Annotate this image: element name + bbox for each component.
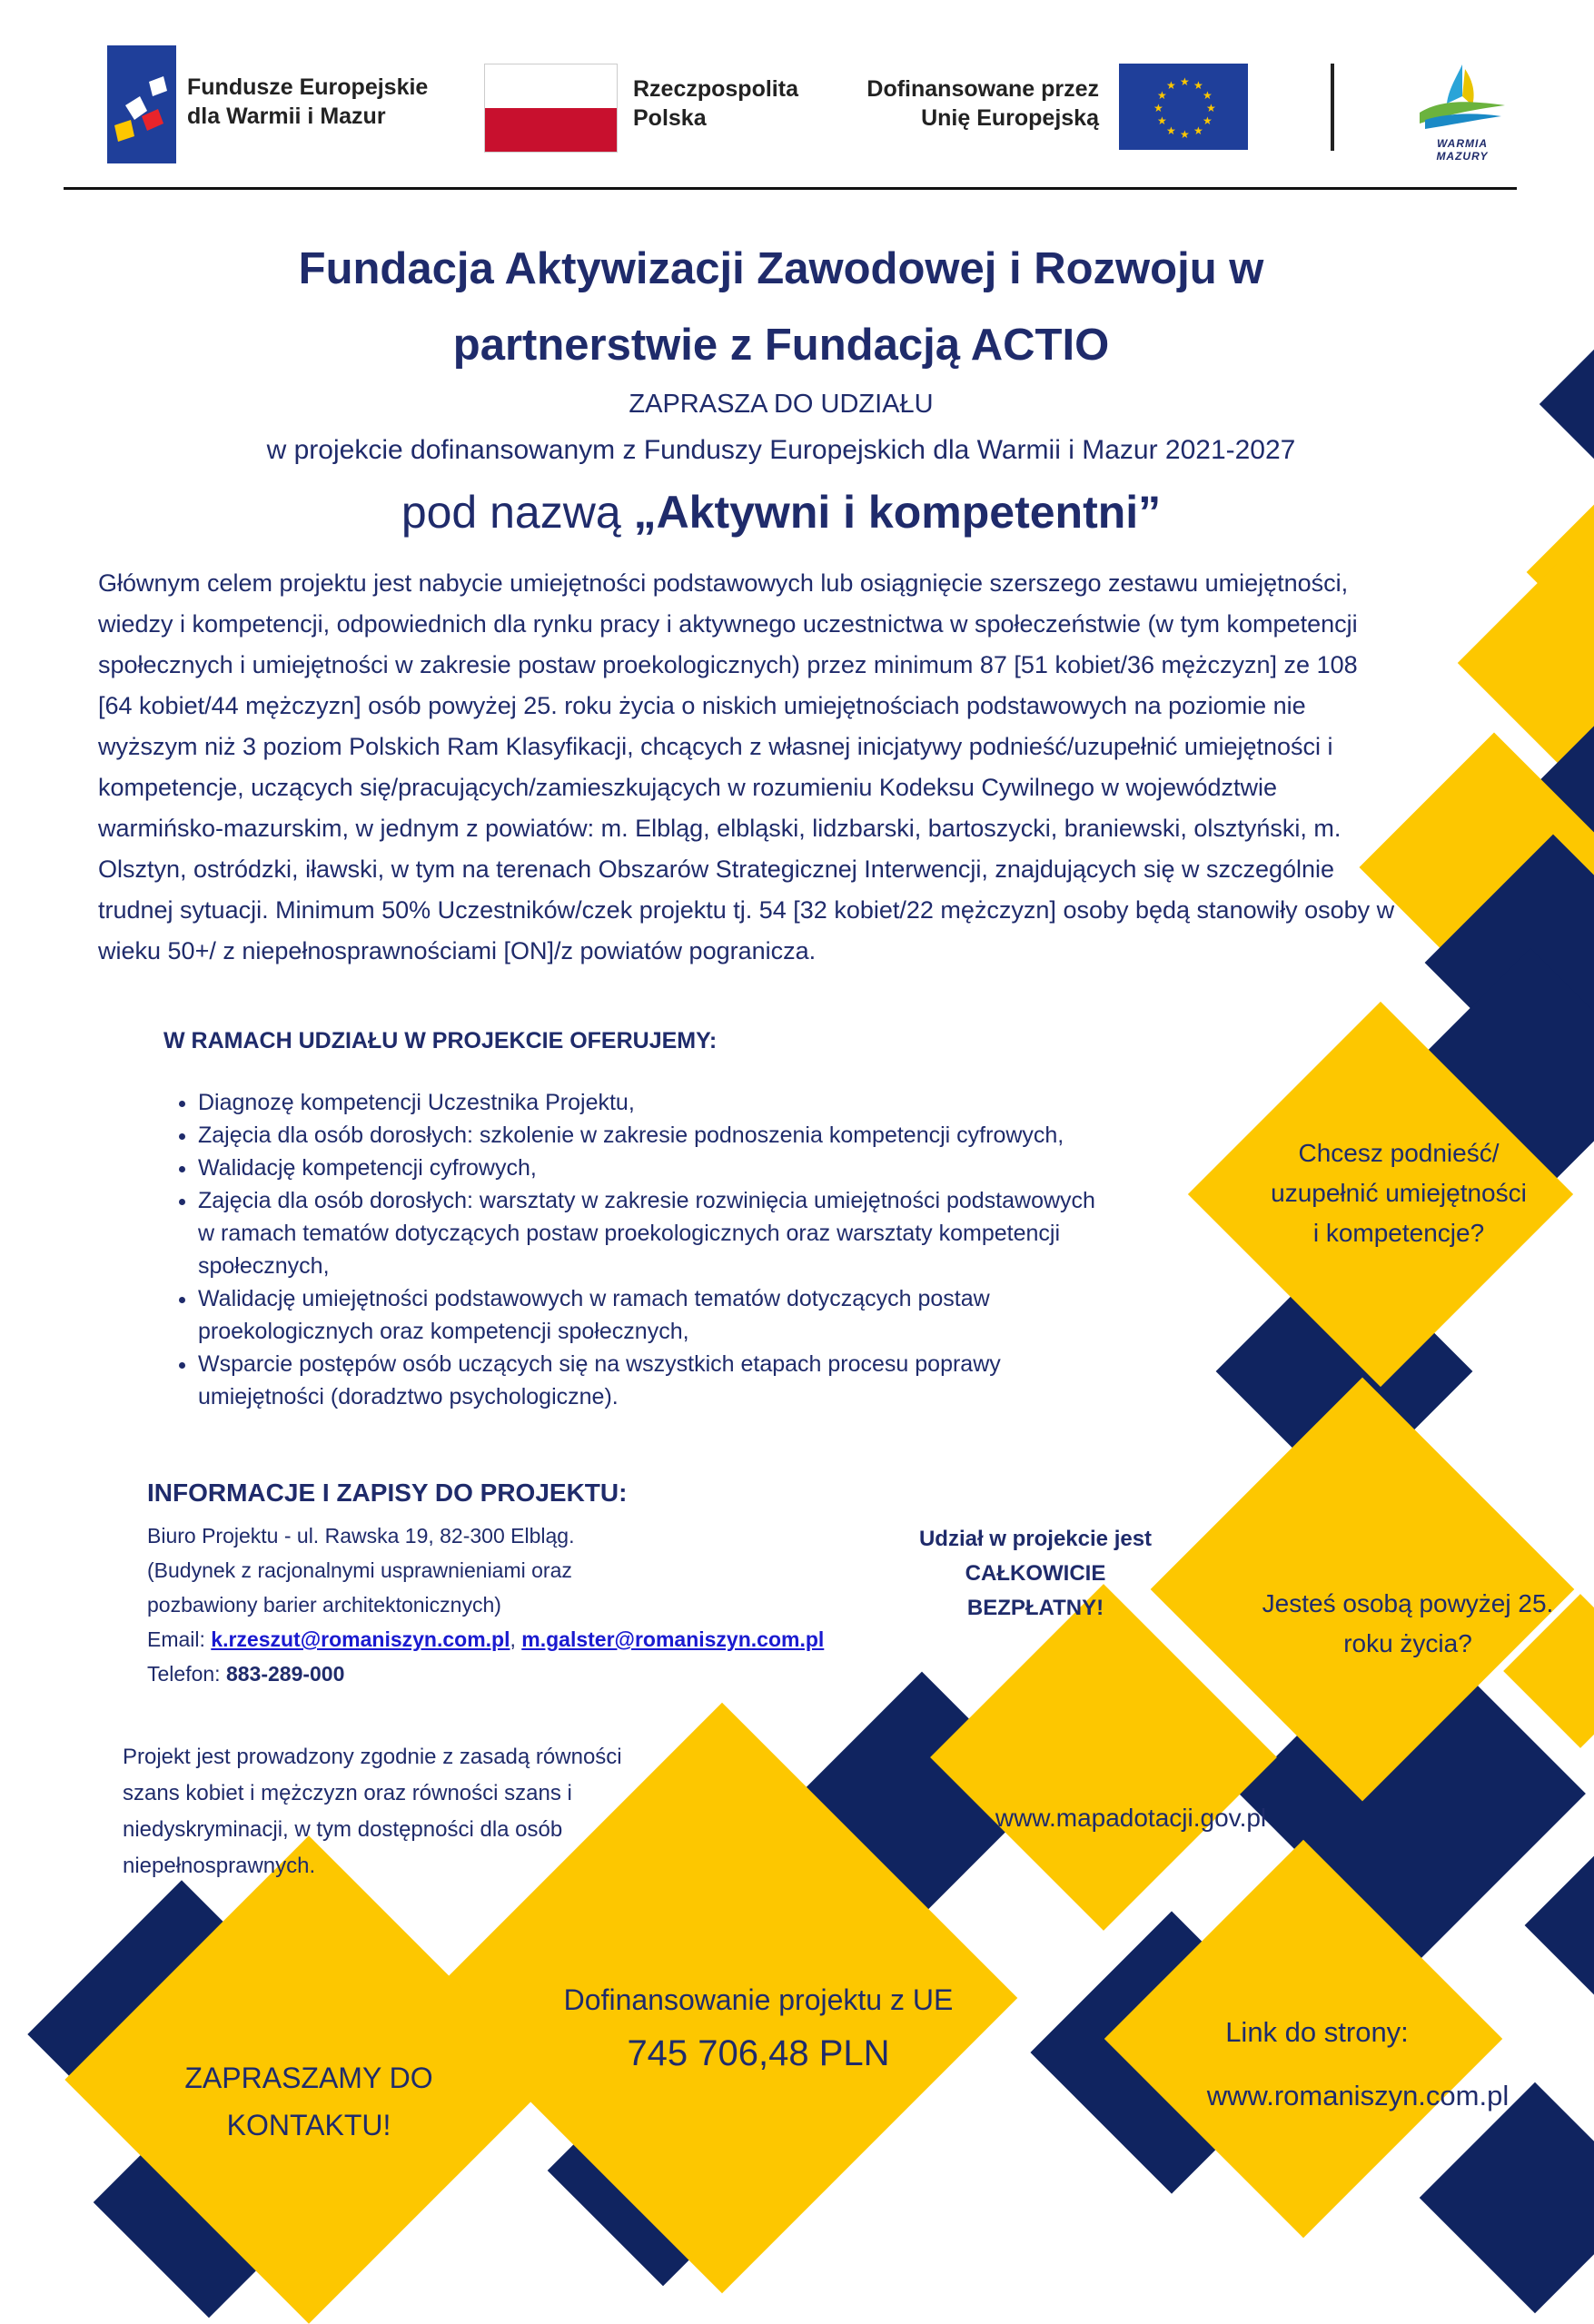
svg-text:★: ★ xyxy=(1157,89,1167,102)
offer-item: • Zajęcia dla osób dorosłych: warsztaty w zakresie rozwinięcia umiejętności podstawowych w ramach tematów dotyczących postaw proekologicznych oraz warsztaty kompetencji społecznych, xyxy=(198,1184,1106,1282)
project-name: „Aktywni i kompetentni” xyxy=(633,487,1162,538)
svg-text:★: ★ xyxy=(1157,114,1167,127)
rp-line1: Rzeczpospolita xyxy=(633,76,798,102)
question-1-line1: Chcesz podnieść/ xyxy=(1298,1139,1500,1167)
offer-heading: W RAMACH UDZIAŁU W PROJEKCIE OFERUJEMY: xyxy=(163,1028,718,1053)
phone-label: Telefon: xyxy=(147,1662,226,1686)
fe-flag-icon xyxy=(107,45,176,163)
project-name-prefix: pod nazwą xyxy=(401,487,634,538)
offer-item: • Walidację kompetencji cyfrowych, xyxy=(198,1152,1106,1184)
ue-line1: Dofinansowane przez xyxy=(866,76,1099,102)
fe-logo-line2: dla Warmii i Mazur xyxy=(187,104,386,129)
email-label: Email: xyxy=(147,1627,212,1651)
free-line2: CAŁKOWICIE xyxy=(965,1561,1106,1586)
svg-text:★: ★ xyxy=(1180,128,1190,141)
question-2-line2: roku życia? xyxy=(1343,1629,1472,1657)
contact-line2: KONTAKTU! xyxy=(226,2109,391,2141)
svg-text:★: ★ xyxy=(1166,79,1176,92)
free-line1: Udział w projekcie jest xyxy=(918,1527,1153,1551)
question-1-line2: uzupełnić umiejętności xyxy=(1271,1179,1527,1207)
title-line2: partnerstwie z Fundacją ACTIO xyxy=(452,321,1110,370)
email-link-2[interactable]: m.galster@romaniszyn.com.pl xyxy=(521,1627,825,1651)
svg-text:★: ★ xyxy=(1180,75,1190,88)
header-separator xyxy=(1331,64,1334,151)
contact-invite xyxy=(145,2054,472,2149)
contact-line1: ZAPRASZAMY DO xyxy=(184,2062,433,2094)
info-phone-line xyxy=(147,1656,837,1691)
info-email-line xyxy=(147,1622,892,1656)
pl-flag-icon xyxy=(484,64,618,153)
project-description: Głównym celem projektu jest nabycie umiejętności podstawowych lub osiągnięcie szerszego zestawu umiejętności, wiedzy i kompetencji, odpowiednich dla rynku pracy i aktywnego uczestnictwa w społeczeństwie (w tym kompetencji społecznych i umiejętności w zakresie postaw proekologicznych) przez minimum 87 [51 kobiet/36 mężczyzn] ze 108 [64 kobiet/44 mężczyzn] osób powyżej 25. roku życia o niskich umiejętnościach podstawowych na poziomie nie wyższym niż 3 poziom Polskich Ram Klasyfikacji, chcących z własnej inicjatywy podnieść/uzupełnić umiejętności i kompetencje, uczących się/pracujących/zamieszkujących w rozumieniu Kodeksu Cywilnego w województwie warmińsko-mazurskim, w jednym z powiatów: m. Elbląg, elbląski, lidzbarski, bartoszycki, braniewski, olsztyński, m. Olsztyn, ostródzki, iławski, w tym na terenach Obszarów Strategicznej Interwencji, znajdujących się w szczególnie trudnej sytuacji. Minimum 50% Uczestników/czek projektu tj. 54 [32 kobiet/22 mężczyzn] osoby będą stanowiły osoby w wieku 50+/ z niepełnosprawnościami [ON]/z powiatów pogranicza. xyxy=(98,569,1395,964)
offer-item: • Wsparcie postępów osób uczących się na wszystkich etapach procesu poprawy umiejętności (doradztwo psychologiczne). xyxy=(198,1348,1106,1413)
email-link-1[interactable]: k.rzeszut@romaniszyn.com.pl xyxy=(211,1627,510,1651)
warmia-mazury-logo xyxy=(1412,60,1512,163)
fe-logo-line1: Fundusze Europejskie xyxy=(187,74,429,100)
offer-item: • Diagnozę kompetencji Uczestnika Projektu, xyxy=(198,1086,1106,1119)
svg-text:★: ★ xyxy=(1193,79,1203,92)
free-line3: BEZPŁATNY! xyxy=(966,1596,1104,1620)
rp-line2: Polska xyxy=(633,105,707,131)
question-1 xyxy=(1235,1133,1562,1253)
free-notice xyxy=(872,1522,1199,1626)
ue-line2: Unię Europejską xyxy=(921,105,1099,131)
invite-text: ZAPRASZA DO UDZIAŁU xyxy=(629,390,934,419)
funding-label: Dofinansowanie projektu z UE xyxy=(563,1983,954,2016)
offer-list xyxy=(163,1086,1106,1413)
svg-text:★: ★ xyxy=(1203,114,1213,127)
mapadotacji-link[interactable]: www.mapadotacji.gov.pl xyxy=(995,1804,1267,1832)
warmia-mazury-logo-text: WARMIA MAZURY xyxy=(1436,137,1489,163)
romaniszyn-link[interactable]: www.romaniszyn.com.pl xyxy=(1206,2080,1510,2111)
title-line1: Fundacja Aktywizacji Zawodowej i Rozwoju w xyxy=(298,244,1264,293)
funding-amount: 745 706,48 PLN xyxy=(627,2033,890,2073)
info-building: (Budynek z racjonalnymi usprawnieniami oraz pozbawiony barier architektonicznych) xyxy=(147,1558,572,1617)
svg-text:★: ★ xyxy=(1206,102,1216,114)
svg-text:★: ★ xyxy=(1193,124,1203,137)
diamond-decor-3 xyxy=(1458,554,1594,772)
fe-logo xyxy=(107,45,507,163)
equality-notice: Projekt jest prowadzony zgodnie z zasadą równości szans kobiet i mężczyzn oraz równości szans i niedyskryminacji, w tym dostępności dla osób niepełnosprawnych. xyxy=(123,1745,622,1878)
link-label: Link do strony: xyxy=(1225,2016,1409,2048)
svg-text:★: ★ xyxy=(1203,89,1213,102)
offer-item: • Zajęcia dla osób dorosłych: szkolenie w zakresie podnoszenia kompetencji cyfrowych, xyxy=(198,1119,1106,1152)
question-2-line1: Jesteś osobą powyżej 25. xyxy=(1262,1589,1554,1617)
phone-number: 883-289-000 xyxy=(225,1662,345,1686)
email-separator: , xyxy=(510,1627,522,1651)
svg-text:★: ★ xyxy=(1153,102,1163,114)
header-rule xyxy=(64,187,1517,190)
project-line: w projekcie dofinansowanym z Funduszy Europejskich dla Warmii i Mazur 2021-2027 xyxy=(266,435,1296,465)
svg-text:★: ★ xyxy=(1166,124,1176,137)
info-heading: INFORMACJE I ZAPISY DO PROJEKTU: xyxy=(147,1478,628,1507)
project-name-line xyxy=(145,480,1417,545)
diamond-decor-1 xyxy=(1540,295,1594,513)
eu-flag-icon xyxy=(1119,64,1248,150)
question-1-line3: i kompetencje? xyxy=(1312,1219,1485,1247)
diamond-decor-16 xyxy=(1420,2082,1594,2314)
question-2 xyxy=(1235,1584,1580,1664)
offer-item: • Walidację umiejętności podstawowych w ramach tematów dotyczących postaw proekologicznych oraz kompetencji społecznych, xyxy=(198,1282,1106,1348)
info-office: Biuro Projektu - ul. Rawska 19, 82-300 Elbląg. xyxy=(147,1524,575,1548)
